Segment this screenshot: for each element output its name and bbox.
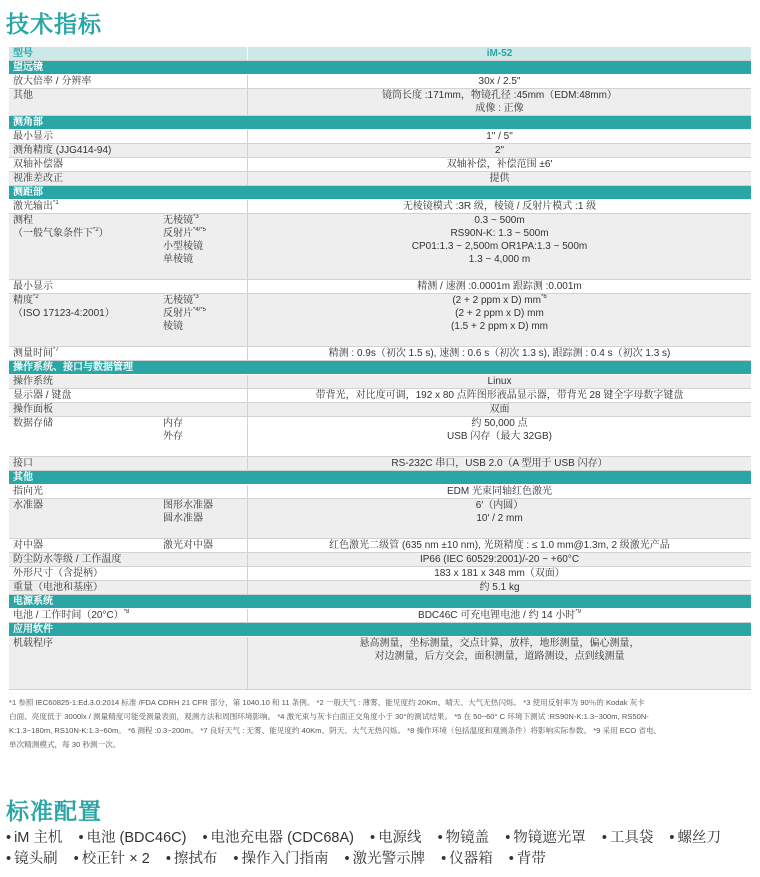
text-line: 6′（内圆）: [475, 500, 524, 511]
text-line: 带背光，对比度可调，192 x 80 点阵图形液晶显示器，带背光 28 键全字母数字键盘: [315, 390, 684, 401]
text-line: [163, 266, 247, 279]
section-title: 测角部: [13, 117, 43, 128]
spec-sublabel: [163, 581, 247, 594]
spec-row: [9, 280, 751, 294]
text-line: [163, 663, 247, 676]
model-row: [9, 47, 751, 61]
section-title: 应用软件: [13, 624, 53, 635]
text-line: [163, 347, 247, 360]
spec-row: [9, 417, 751, 457]
spec-label: [9, 609, 163, 622]
config-item-label: 操作入门指南: [241, 851, 329, 867]
text-line: [13, 525, 163, 538]
spec-value: [247, 485, 751, 498]
text-line: 外存: [163, 431, 183, 442]
text-line: [163, 457, 247, 470]
text-line: [248, 443, 751, 456]
text-line: [163, 443, 247, 456]
spec-label: [9, 280, 163, 293]
config-item-label: 仪器箱: [449, 851, 493, 867]
spec-label: [9, 158, 163, 171]
spec-label: [9, 144, 163, 157]
text-line: Linux: [487, 376, 512, 387]
spec-value: [247, 200, 751, 213]
section-header: [9, 471, 751, 485]
config-title: 标准配置: [6, 798, 102, 824]
spec-value: [247, 499, 751, 538]
bullet-icon: •: [601, 830, 607, 846]
spec-row: [9, 403, 751, 417]
bullet-icon: •: [73, 851, 79, 867]
spec-label: [9, 417, 163, 456]
text-line: 悬高测量，坐标测量，交点计算，放样，地形测量，偏心测量，: [359, 638, 640, 649]
text-line: 测量时间$^{*7}$: [13, 347, 59, 359]
text-line: 水准器: [13, 500, 43, 511]
spec-value: [247, 567, 751, 580]
page-title: 技术指标: [6, 11, 102, 37]
spec-value: [247, 375, 751, 388]
text-line: [163, 158, 247, 171]
model-label: 型号: [13, 48, 33, 59]
text-line: 2": [494, 145, 505, 156]
text-line: [163, 200, 247, 213]
text-line: [13, 253, 163, 266]
text-line: (2 + 2 ppm x D) mm: [455, 308, 544, 319]
text-line: CP01:1.3 ~ 2,500m OR1PA:1.3 ~ 500m: [411, 241, 588, 252]
bullet-icon: •: [165, 851, 171, 867]
text-line: 指向光: [13, 486, 43, 497]
spec-row: [9, 347, 751, 361]
bullet-icon: •: [344, 851, 350, 867]
text-line: [13, 430, 163, 443]
text-line: 无棱镜$^{*3}$: [163, 214, 199, 226]
section-title: 望远镜: [13, 62, 43, 73]
text-line: 精测 / 速测 :0.0001m 跟踪测 :0.001m: [417, 281, 582, 292]
text-line: 单棱镜: [163, 254, 193, 265]
spec-row: [9, 158, 751, 172]
bullet-icon: •: [669, 830, 675, 846]
text-line: 数据存储: [13, 418, 53, 429]
text-line: 操作系统: [13, 376, 53, 387]
bullet-icon: •: [441, 851, 447, 867]
text-line: [163, 567, 247, 580]
spec-row: [9, 553, 751, 567]
footnote-line: 白面、亮度低于 3000lx / 测量精度可能受测量表面，观测方法和周围环境影响。 *4 激光束与灰卡白面正交角度小于 30°的测试结果。 *5 在 50~60° C 环境下测试 :RS90N-K:1.3~300m, RS50N-: [9, 712, 649, 721]
spec-row: [9, 637, 751, 690]
text-line: 电池 / 工作时间$(20^\circ C)^{*8}$: [13, 609, 130, 621]
spec-sublabel: [163, 539, 247, 552]
spec-sublabel: [163, 389, 247, 402]
text-line: [163, 172, 247, 185]
text-line: IP66 (IEC 60529:2001)/-20 ~ +60°C: [419, 554, 580, 565]
text-line: [248, 266, 751, 279]
spec-row: [9, 375, 751, 389]
config-item: [441, 851, 493, 867]
spec-label: [9, 347, 163, 360]
bullet-icon: •: [233, 851, 239, 867]
footnote-line: 单次精测模式，每 30 秒测一次。: [9, 740, 121, 749]
spec-value: [247, 294, 751, 346]
config-item-label: 工具袋: [609, 830, 654, 846]
section-header: [9, 116, 751, 130]
footnote-line: K:1.3~180m, RS10N-K:1.3~60m。 *6 测程 :0.3~200m。 *7 良好天气 : 无雾、能见度约 40Km、阴天、大气无热闪烁。 *8 操作环境（包括温度和观测条件）将影响实际参数。 *9 采用 ECO 省电、: [9, 726, 662, 735]
config-item: [438, 830, 490, 846]
config-item: [370, 830, 422, 846]
spec-sublabel: [163, 75, 247, 88]
text-line: 30x / 2.5": [478, 76, 521, 87]
text-line: [13, 663, 163, 676]
bullet-icon: •: [6, 830, 12, 846]
text-line: 183 x 181 x 348 mm（双面）: [434, 568, 565, 579]
spec-value: [247, 172, 751, 185]
text-line: 镜筒长度 :171mm，物镜孔径 :45mm（EDM:48mm）: [381, 90, 618, 101]
config-item-label: iM 主机: [14, 830, 63, 846]
config-item: [6, 830, 62, 846]
text-line: 最小显示: [13, 131, 53, 142]
spec-sublabel: [163, 499, 247, 538]
spec-label: [9, 553, 163, 566]
bullet-icon: •: [508, 851, 514, 867]
config-item: [166, 851, 218, 867]
text-line: 最小显示: [13, 281, 53, 292]
text-line: 其他: [13, 90, 33, 101]
spec-value: [247, 89, 751, 115]
text-line: 1.3 ~ 4,000 m: [468, 254, 531, 265]
spec-value: [247, 417, 751, 456]
spec-sublabel: [163, 130, 247, 143]
spec-label: [9, 75, 163, 88]
text-line: [248, 333, 751, 346]
spec-label: [9, 172, 163, 185]
bullet-icon: •: [505, 830, 511, 846]
spec-label: [9, 375, 163, 388]
spec-value: [247, 144, 751, 157]
config-item: [6, 851, 58, 867]
spec-value: [247, 539, 751, 552]
config-item: [78, 830, 186, 846]
spec-label: [9, 485, 163, 498]
spec-sublabel: [163, 158, 247, 171]
spec-label: [9, 130, 163, 143]
spec-sublabel: [163, 89, 247, 115]
footnote-line: *1 参照 IEC60825-1:Ed.3.0:2014 标准 /FDA CDRH 21 CFR 部分，第 1040.10 和 11 条例。 *2 一般天气 : 薄雾、能见度约 20Km、晴天、大气无热闪烁。 *3 使用反射率为 90％的 Kodak 灰卡: [9, 698, 645, 707]
text-line: 双轴补偿器: [13, 159, 63, 170]
text-line: 0.3 ~ 500m: [474, 215, 525, 226]
spec-sublabel: [163, 567, 247, 580]
text-line: 放大倍率 / 分辨率: [13, 76, 92, 87]
bullet-icon: •: [437, 830, 443, 846]
text-line: [248, 525, 751, 538]
text-line: [13, 650, 163, 663]
text-line: 对边测量，后方交会，面积测量，道路测设，点到线测量: [374, 651, 625, 662]
config-item-label: 物镜遮光罩: [513, 830, 586, 846]
config-item-label: 电源线: [378, 830, 422, 846]
text-line: 反射片$^{*4/*5}$: [163, 227, 207, 239]
text-line: 操作面板: [13, 404, 53, 415]
spec-value: [247, 581, 751, 594]
spec-sublabel: [163, 417, 247, 456]
spec-value: [247, 637, 751, 689]
text-line: (2 + 2 ppm x D) $mm^{*6}$: [452, 294, 547, 306]
config-item-label: 校正针 × 2: [81, 851, 150, 867]
footnotes: [9, 696, 751, 752]
spec-sublabel: [163, 294, 247, 346]
spec-row: [9, 609, 751, 623]
text-line: 精度$^{*2}$: [13, 294, 39, 306]
spec-label: [9, 567, 163, 580]
spec-row: [9, 457, 751, 471]
text-line: [163, 403, 247, 416]
section-title: 操作系统、接口与数据管理: [13, 362, 133, 373]
text-line: 视准差改正: [13, 173, 63, 184]
spec-row: [9, 389, 751, 403]
bullet-icon: •: [369, 830, 376, 846]
config-item: [202, 830, 353, 846]
config-item: [602, 830, 654, 846]
spec-value: [247, 553, 751, 566]
config-item: [505, 830, 586, 846]
spec-row: [9, 539, 751, 553]
spec-sublabel: [163, 280, 247, 293]
text-line: EDM 光束同轴红色激光: [447, 486, 552, 497]
spec-sublabel: [163, 637, 247, 689]
text-line: 图形水准器: [163, 500, 213, 511]
spec-row: [9, 581, 751, 595]
text-line: 接口: [13, 458, 33, 469]
text-line: 内存: [163, 418, 183, 429]
spec-label: [9, 89, 163, 115]
config-item: [509, 851, 546, 867]
spec-sublabel: [163, 214, 247, 279]
text-line: [248, 676, 751, 689]
text-line: [163, 89, 247, 102]
text-line: 成像 : 正像: [475, 103, 524, 114]
text-line: [163, 485, 247, 498]
text-line: 防尘防水等级 / 工作温度: [13, 554, 122, 565]
text-line: [13, 240, 163, 253]
text-line: 圆水准器: [163, 513, 203, 524]
config-item-label: 螺丝刀: [677, 830, 721, 846]
spec-value: [247, 403, 751, 416]
text-line: [163, 144, 247, 157]
text-line: USB 闪存（最大 32GB): [446, 431, 553, 442]
spec-row: [9, 200, 751, 214]
text-line: BDC46C 可充电锂电池 / 约 14 小时$^{*9}$: [418, 609, 581, 621]
text-line: 1" / 5": [486, 131, 513, 142]
spec-label: [9, 499, 163, 538]
text-line: [13, 512, 163, 525]
text-line: [13, 266, 163, 279]
text-line: [163, 650, 247, 663]
spec-table: [9, 47, 751, 690]
section-title: 其他: [13, 472, 33, 483]
model-spacer: [163, 47, 247, 60]
text-line: [163, 389, 247, 402]
section-header: [9, 361, 751, 375]
section-header: [9, 61, 751, 75]
spec-label: [9, 294, 163, 346]
bullet-icon: •: [6, 851, 12, 867]
text-line: 红色激光二级管 (635 nm ±10 nm), 光斑精度 : ≤ 1.0 mm@1.3m, 2 级激光产品: [329, 540, 670, 551]
text-line: 外形尺寸（含提柄）: [13, 568, 103, 579]
text-line: 对中器: [13, 540, 43, 551]
config-item: [345, 851, 426, 867]
text-line: 测角精度 (JJG414-94): [13, 145, 112, 156]
text-line: [163, 130, 247, 143]
spec-sublabel: [163, 553, 247, 566]
config-item-label: 擦拭布: [173, 851, 218, 867]
spec-label: [9, 581, 163, 594]
spec-label: [9, 403, 163, 416]
config-item: [74, 851, 150, 867]
spec-label: [9, 457, 163, 470]
spec-sublabel: [163, 485, 247, 498]
spec-row: [9, 172, 751, 186]
bullet-icon: •: [202, 830, 208, 846]
text-line: 双面: [489, 404, 510, 415]
text-line: [13, 333, 163, 346]
spec-value: [247, 347, 751, 360]
text-line: 重量（电池和基座）: [13, 582, 103, 593]
config-item-label: 背带: [516, 851, 546, 867]
text-line: 机载程序: [13, 638, 53, 649]
spec-label: [9, 637, 163, 689]
text-line: 约 50,000 点: [471, 418, 528, 429]
text-line: (1.5 + 2 ppm x D) mm: [451, 321, 548, 332]
text-line: [13, 443, 163, 456]
spec-value: [247, 389, 751, 402]
text-line: [13, 676, 163, 689]
spec-row: [9, 75, 751, 89]
text-line: 棱镜: [163, 321, 183, 332]
text-line: 激光输出$^{*1}$: [13, 200, 59, 212]
spec-sublabel: [163, 200, 247, 213]
text-line: 小型棱镜: [163, 241, 203, 252]
spec-row: [9, 567, 751, 581]
config-item-label: 物镜盖: [445, 830, 490, 846]
spec-sublabel: [163, 347, 247, 360]
spec-label: [9, 200, 163, 213]
text-line: [163, 581, 247, 594]
text-line: 反射片$^{*4/*5}$: [163, 307, 207, 319]
config-item-label: 电池充电器 (CDC68A): [210, 830, 354, 846]
spec-sublabel: [163, 375, 247, 388]
text-line: [163, 609, 247, 622]
text-line: 无棱镜模式 :3R 级，棱镜 / 反射片模式 :1 级: [402, 201, 597, 212]
spec-row: [9, 214, 751, 280]
text-line: RS-232C 串口，USB 2.0（A 型用于 USB 闪存）: [391, 458, 608, 469]
spec-value: [247, 280, 751, 293]
text-line: RS90N-K: 1.3 ~ 500m: [450, 228, 549, 239]
spec-row: [9, 294, 751, 347]
text-line: [13, 320, 163, 333]
spec-row: [9, 89, 751, 116]
text-line: [163, 553, 247, 566]
section-title: 测距部: [13, 187, 43, 198]
text-line: 双轴补偿，补偿范围 ±6': [446, 159, 553, 170]
text-line: [163, 676, 247, 689]
text-line: 10′ / 2 mm: [476, 513, 523, 524]
text-line: 激光对中器: [163, 540, 213, 551]
spec-label: [9, 539, 163, 552]
config-item: [233, 851, 328, 867]
text-line: （ISO 17123-4:2001）: [13, 308, 115, 319]
text-line: [163, 525, 247, 538]
spec-value: [247, 609, 751, 622]
config-list: [6, 828, 756, 870]
section-header: [9, 623, 751, 637]
spec-value: [247, 130, 751, 143]
text-line: [163, 75, 247, 88]
text-line: 测程: [13, 215, 33, 226]
spec-sublabel: [163, 172, 247, 185]
spec-value: [247, 457, 751, 470]
spec-value: [247, 214, 751, 279]
text-line: 提供: [489, 173, 510, 184]
section-header: [9, 595, 751, 609]
text-line: 显示器 / 键盘: [13, 390, 72, 401]
spec-row: [9, 485, 751, 499]
model-value: iM-52: [247, 47, 751, 60]
spec-label: [9, 389, 163, 402]
spec-value: [247, 158, 751, 171]
spec-row: [9, 130, 751, 144]
text-line: [163, 375, 247, 388]
text-line: [163, 333, 247, 346]
spec-sublabel: [163, 457, 247, 470]
spec-sublabel: [163, 609, 247, 622]
config-item-label: 镜头刷: [14, 851, 58, 867]
spec-row: [9, 499, 751, 539]
spec-label: [9, 214, 163, 279]
text-line: [163, 280, 247, 293]
text-line: [248, 663, 751, 676]
config-item: [669, 830, 721, 846]
section-title: 电源系统: [13, 596, 53, 607]
section-header: [9, 186, 751, 200]
bullet-icon: •: [78, 830, 84, 846]
spec-sublabel: [163, 144, 247, 157]
text-line: [163, 637, 247, 650]
config-item-label: 激光警示牌: [352, 851, 426, 867]
spec-sublabel: [163, 403, 247, 416]
spec-row: [9, 144, 751, 158]
spec-value: [247, 75, 751, 88]
text-line: （一般气象条件下$^{*2}$）: [13, 227, 109, 239]
text-line: 约 5.1 kg: [479, 582, 520, 593]
text-line: 无棱镜$^{*3}$: [163, 294, 199, 306]
config-item-label: 电池 (BDC46C): [86, 830, 187, 846]
text-line: 精测 : 0.9s（初次 1.5 s), 速测 : 0.6 s（初次 1.3 s), 跟踪测 : 0.4 s（初次 1.3 s): [328, 348, 671, 359]
